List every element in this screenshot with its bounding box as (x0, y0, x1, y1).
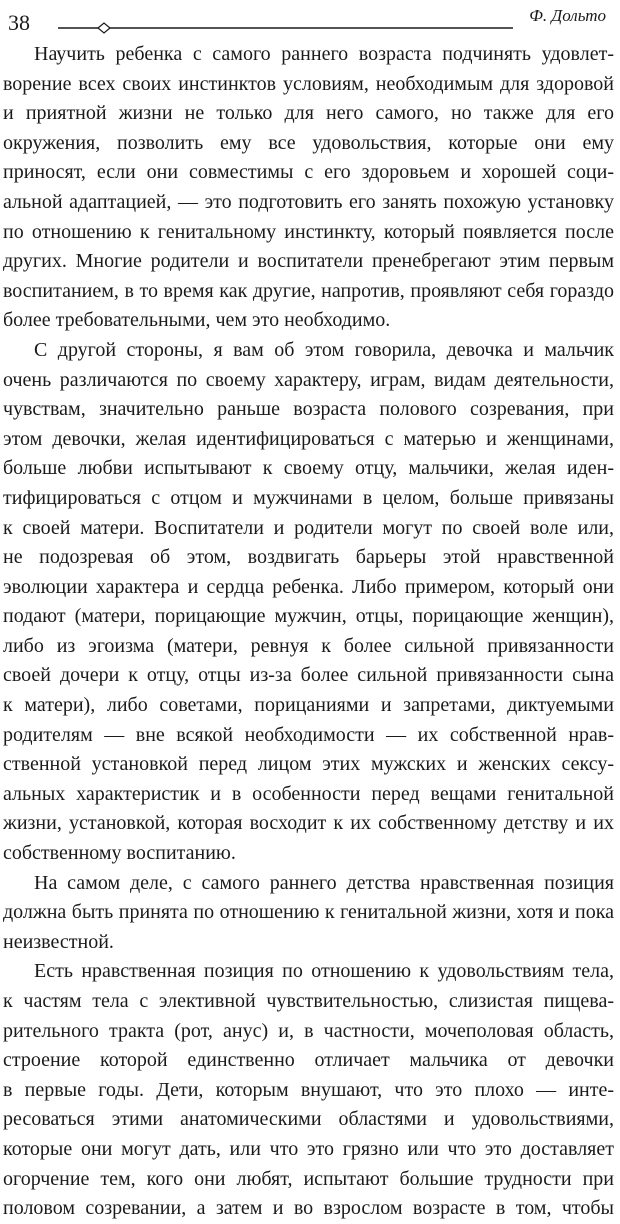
text-line: не подозревая об этом, воздвигать барьеры этой нравственной (3, 546, 614, 569)
text-line: неизвестной. (3, 930, 114, 953)
text-line: тифицироваться с отцом и мужчинами в целом, больше привязаны (3, 486, 614, 509)
page-number: 38 (8, 10, 30, 35)
text-line: других. Многие родители и воспитатели пренебрегают этим первым (3, 250, 614, 273)
running-head: Ф. Дольто (529, 6, 606, 25)
text-line: больше любви испытывают к своему отцу, мальчики, желая иден- (3, 457, 614, 480)
text-line: С другой стороны, я вам об этом говорила, девочка и мальчик (34, 338, 614, 361)
text-line: огорчение тем, кого они любят, испытают большие трудности при (3, 1167, 614, 1190)
text-line: которые они могут дать, или что это грязно или что это доставляет (3, 1137, 614, 1160)
text-line: Научить ребенка с самого раннего возраста подчинять удовлет- (34, 43, 614, 65)
text-line: приносят, если они совместимы с его здоровьем и хорошей соци- (3, 161, 614, 184)
text-line: рительного тракта (рот, анус) и, в частности, мочеполовая область, (3, 1019, 614, 1042)
paragraph-2 (0, 336, 620, 869)
text-line: ственной установкой перед лицом этих мужских и женских сексу- (3, 753, 614, 776)
text-line: своей дочери к отцу, отцы из-за более сильной привязанности сына (3, 664, 614, 687)
text-line: очень различаются по своему характеру, играм, видам деятельности, (3, 368, 614, 391)
text-line: к своей матери. Воспитатели и родители могут по своей воле или, (3, 516, 614, 539)
header-rule (58, 21, 513, 35)
text-body (0, 40, 620, 1224)
text-line: более требовательными, чем это необходимо. (3, 309, 391, 332)
text-line: родителям — вне всякой необходимости — их собственной нрав- (3, 723, 614, 746)
text-line: жизни, установкой, которая восходит к их собственному детству и их (3, 812, 614, 835)
paragraph-3 (0, 869, 620, 958)
text-line: либо из эгоизма (матери, ревнуя к более сильной привязанности (3, 634, 614, 657)
text-line: половом созревании, а затем и во взрослом возрасте в том, чтобы (3, 1197, 614, 1220)
text-line: строение которой единственно отличает мальчика от девочки (3, 1049, 614, 1072)
text-line: эволюции характера и сердца ребенка. Либо примером, который они (3, 575, 614, 598)
text-line: к частям тела с элективной чувствительностью, слизистая пищева- (3, 990, 614, 1012)
text-line: подают (матери, порицающие мужчин, отцы, порицающие женщин), (3, 605, 614, 628)
paragraph-4 (0, 957, 620, 1223)
text-line: На самом деле, с самого раннего детства нравственная позиция (34, 871, 614, 894)
text-line: альной адаптацией, — это подготовить его занять похожую установку (3, 190, 614, 213)
text-line: ворение всех своих инстинктов условиям, необходимым для здоровой (3, 72, 614, 95)
text-line: и приятной жизни не только для него самого, но также для его (3, 102, 614, 125)
paragraph-1 (0, 40, 620, 336)
text-line: окружения, позволить ему все удовольствия, которые они ему (3, 131, 614, 154)
text-line: чувствам, значительно раньше возраста полового созревания, при (3, 398, 614, 421)
text-line: альных характеристик и в особенности перед вещами генитальной (3, 782, 614, 805)
text-line: по отношению к генитальному инстинкту, который появляется после (3, 220, 614, 243)
text-line: должна быть принята по отношению к генитальной жизни, хотя и пока (3, 901, 614, 924)
text-line: воспитанием, в то время как другие, напротив, проявляют себя гораздо (3, 279, 614, 302)
diamond-ornament-icon (98, 23, 110, 33)
text-line: к матери), либо советами, порицаниями и запретами, диктуемыми (3, 694, 614, 717)
text-line: этом девочки, желая идентифицироваться с матерью и женщинами, (3, 427, 614, 450)
page-header (0, 0, 620, 40)
text-line: собственному воспитанию. (3, 842, 236, 865)
text-line: ресоваться этими анатомическими областями и удовольствиями, (3, 1108, 614, 1131)
text-line: в первые годы. Дети, которым внушают, что это плохо — инте- (3, 1078, 614, 1101)
text-line: Есть нравственная позиция по отношению к удовольствиям тела, (34, 960, 614, 983)
